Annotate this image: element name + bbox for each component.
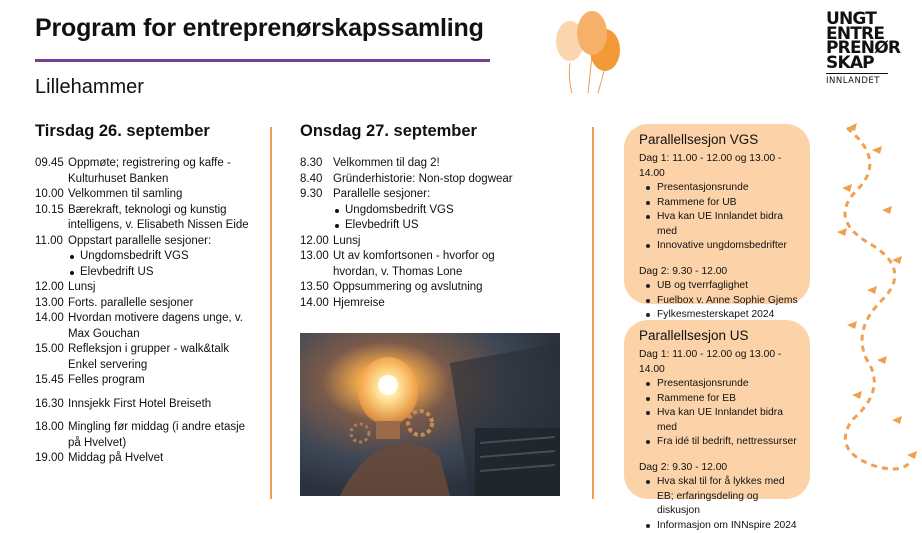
day2-heading: Onsdag 27. september bbox=[300, 122, 477, 141]
schedule-time: 13.00 bbox=[300, 249, 333, 280]
schedule-event: Forts. parallelle sesjoner bbox=[68, 296, 257, 312]
schedule-event: Refleksjon i grupper - walk&talk Enkel servering bbox=[68, 342, 257, 373]
schedule-row bbox=[300, 156, 540, 172]
schedule-event: Gründerhistorie: Non-stop dogwear bbox=[333, 172, 540, 188]
logo-word: ENTRE bbox=[826, 27, 896, 42]
schedule-event: Ut av komfortsonen - hvorfor og hvordan, v. Thomas Lone bbox=[333, 249, 540, 280]
schedule-time: 11.00 bbox=[35, 234, 68, 250]
session-bullet: Presentasjonsrunde bbox=[639, 181, 802, 196]
schedule-time: 16.30 bbox=[35, 397, 68, 413]
schedule-row bbox=[300, 187, 540, 203]
us-session-box bbox=[624, 320, 810, 499]
schedule-row bbox=[35, 187, 257, 203]
schedule-event: Hvordan motivere dagens unge, v. Max Gouchan bbox=[68, 311, 257, 342]
schedule-gap bbox=[35, 389, 257, 397]
schedule-row bbox=[35, 203, 257, 234]
schedule-event: Oppsummering og avslutning bbox=[333, 280, 540, 296]
vgs-day1-label: Dag 1: 11.00 - 12.00 og 13.00 - 14.00 bbox=[639, 152, 802, 181]
schedule-event: Oppmøte; registrering og kaffe - Kulturhuset Banken bbox=[68, 156, 257, 187]
schedule-time: 13.00 bbox=[35, 296, 68, 312]
title-divider bbox=[35, 59, 490, 62]
location-label: Lillehammer bbox=[35, 76, 144, 99]
logo-word: PRENØR bbox=[826, 41, 896, 56]
ungt-entreprenorskap-logo bbox=[826, 12, 896, 86]
schedule-row bbox=[35, 420, 257, 451]
schedule-event: Velkommen til dag 2! bbox=[333, 156, 540, 172]
schedule-event: Hjemreise bbox=[333, 296, 540, 312]
schedule-row bbox=[35, 234, 257, 250]
column-divider bbox=[270, 127, 272, 499]
schedule-event: Middag på Hvelvet bbox=[68, 451, 257, 467]
day1-schedule bbox=[35, 156, 257, 467]
schedule-row bbox=[300, 234, 540, 250]
schedule-event: Felles program bbox=[68, 373, 257, 389]
schedule-row bbox=[35, 397, 257, 413]
day1-heading: Tirsdag 26. september bbox=[35, 122, 210, 141]
page-title: Program for entreprenørskapssamling bbox=[35, 14, 484, 43]
session-bullet: Rammene for EB bbox=[639, 392, 802, 407]
schedule-row bbox=[35, 156, 257, 187]
session-bullet: Hva kan UE Innlandet bidra med bbox=[639, 406, 802, 435]
logo-word: SKAP bbox=[826, 56, 896, 71]
dashed-path-decoration bbox=[812, 120, 922, 490]
schedule-subitem: Ungdomsbedrift VGS bbox=[300, 203, 540, 219]
schedule-row bbox=[35, 451, 257, 467]
schedule-event: Bærekraft, teknologi og kunstig intelligens, v. Elisabeth Nissen Eide bbox=[68, 203, 257, 234]
session-bullet: Innovative ungdomsbedrifter bbox=[639, 239, 802, 254]
schedule-time: 12.00 bbox=[300, 234, 333, 250]
logo-word: UNGT bbox=[826, 12, 896, 27]
schedule-gap bbox=[35, 412, 257, 420]
schedule-row bbox=[35, 342, 257, 373]
logo-region: INNLANDET bbox=[826, 73, 888, 86]
schedule-event: Lunsj bbox=[68, 280, 257, 296]
vgs-day2-list bbox=[639, 279, 802, 323]
vgs-session-title: Parallellsesjon VGS bbox=[639, 132, 758, 147]
schedule-row bbox=[300, 280, 540, 296]
schedule-time: 19.00 bbox=[35, 451, 68, 467]
us-day1-list bbox=[639, 377, 802, 450]
session-bullet: Hva skal til for å lykkes med EB; erfaringsdeling og diskusjon bbox=[639, 475, 802, 519]
us-day2-list bbox=[639, 475, 802, 533]
schedule-row bbox=[300, 249, 540, 280]
schedule-time: 18.00 bbox=[35, 420, 68, 451]
schedule-event: Parallelle sesjoner: bbox=[333, 187, 540, 203]
vgs-session-box bbox=[624, 124, 810, 304]
schedule-row bbox=[35, 373, 257, 389]
schedule-time: 13.50 bbox=[300, 280, 333, 296]
schedule-subitem: Elevbedrift US bbox=[300, 218, 540, 234]
schedule-time: 12.00 bbox=[35, 280, 68, 296]
schedule-time: 10.00 bbox=[35, 187, 68, 203]
us-session-title: Parallellsesjon US bbox=[639, 328, 749, 343]
schedule-event: Mingling før middag (i andre etasje på Hvelvet) bbox=[68, 420, 257, 451]
schedule-time: 8.30 bbox=[300, 156, 333, 172]
balloons-icon bbox=[550, 8, 630, 93]
schedule-event: Velkommen til samling bbox=[68, 187, 257, 203]
schedule-time: 8.40 bbox=[300, 172, 333, 188]
schedule-row bbox=[300, 172, 540, 188]
session-bullet: Fra idé til bedrift, nettressurser bbox=[639, 435, 802, 450]
session-bullet: UB og tverrfaglighet bbox=[639, 279, 802, 294]
session-bullet: Fuelbox v. Anne Sophie Gjems bbox=[639, 294, 802, 309]
schedule-subitem: Elevbedrift US bbox=[35, 265, 257, 281]
schedule-subitem: Ungdomsbedrift VGS bbox=[35, 249, 257, 265]
schedule-time: 09.45 bbox=[35, 156, 68, 187]
session-bullet: Hva kan UE Innlandet bidra med bbox=[639, 210, 802, 239]
schedule-time: 14.00 bbox=[300, 296, 333, 312]
schedule-row bbox=[35, 296, 257, 312]
schedule-row bbox=[35, 280, 257, 296]
vgs-day1-list bbox=[639, 181, 802, 254]
schedule-time: 14.00 bbox=[35, 311, 68, 342]
session-bullet: Presentasjonsrunde bbox=[639, 377, 802, 392]
schedule-time: 9.30 bbox=[300, 187, 333, 203]
us-day2-label: Dag 2: 9.30 - 12.00 bbox=[639, 461, 802, 476]
session-bullet: Rammene for UB bbox=[639, 196, 802, 211]
session-bullet: Fylkesmesterskapet 2024 bbox=[639, 308, 802, 323]
session-bullet: Informasjon om INNspire 2024 bbox=[639, 519, 802, 533]
column-divider bbox=[592, 127, 594, 499]
schedule-time: 15.00 bbox=[35, 342, 68, 373]
schedule-row bbox=[300, 296, 540, 312]
lightbulb-photo bbox=[300, 333, 560, 496]
schedule-row bbox=[35, 311, 257, 342]
us-day1-label: Dag 1: 11.00 - 12.00 og 13.00 - 14.00 bbox=[639, 348, 802, 377]
schedule-event: Oppstart parallelle sesjoner: bbox=[68, 234, 257, 250]
day2-schedule bbox=[300, 156, 540, 311]
schedule-time: 10.15 bbox=[35, 203, 68, 234]
schedule-event: Lunsj bbox=[333, 234, 540, 250]
schedule-event: Innsjekk First Hotel Breiseth bbox=[68, 397, 257, 413]
vgs-day2-label: Dag 2: 9.30 - 12.00 bbox=[639, 265, 802, 280]
schedule-time: 15.45 bbox=[35, 373, 68, 389]
